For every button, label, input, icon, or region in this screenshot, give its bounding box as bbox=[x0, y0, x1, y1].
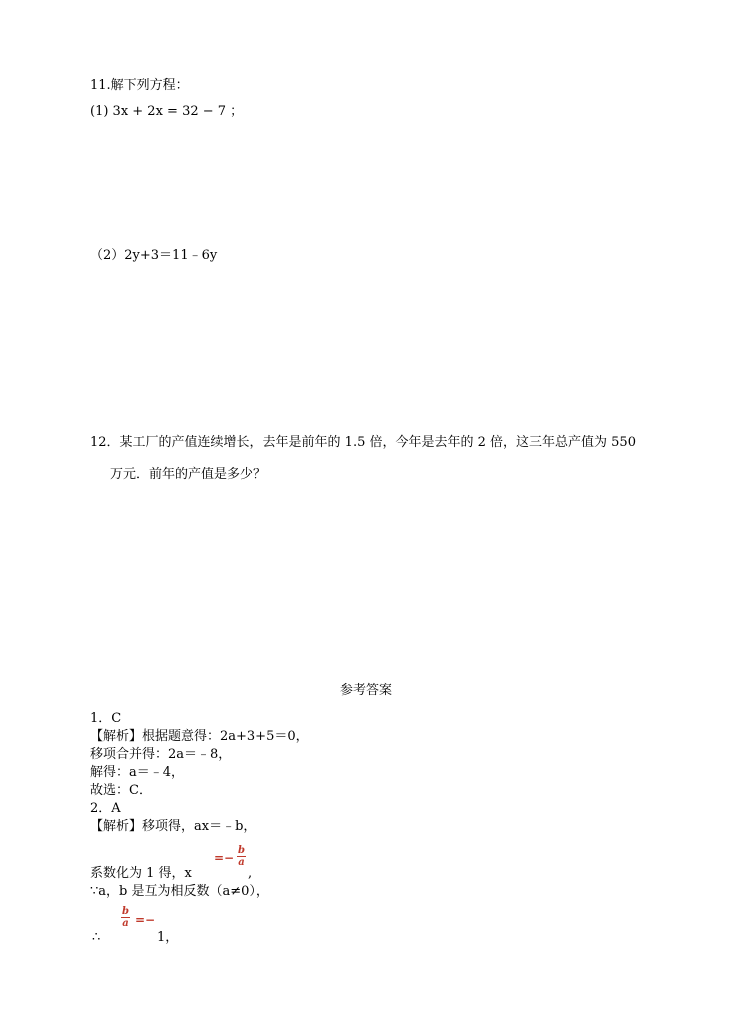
answer-2-step4-equals: =− bbox=[135, 913, 156, 927]
fraction-numerator: b bbox=[238, 845, 245, 856]
answer-2-step4-prefix: ∴ bbox=[92, 930, 101, 945]
fraction-denominator: a bbox=[238, 857, 245, 868]
answer-2-step2-prefix: 系数化为 1 得，x bbox=[90, 866, 192, 881]
fraction-numerator: b bbox=[122, 906, 129, 917]
answer-1-step4: 故选：C． bbox=[90, 783, 152, 798]
answer-2-analysis: 【解析】移项得，ax＝﹣b， bbox=[90, 819, 257, 834]
answers-title: 参考答案 bbox=[340, 683, 393, 698]
answer-1-step3: 解得：a＝﹣4， bbox=[90, 765, 185, 780]
answer-1-step2: 移项合并得：2a＝﹣8， bbox=[90, 747, 232, 762]
answer-2-step4-suffix: 1， bbox=[157, 930, 179, 945]
q11-part1: (1) 3x + 2x = 32 − 7 ； bbox=[90, 104, 244, 119]
answer-2-step2-fraction bbox=[237, 845, 246, 868]
answer-2-step3: ∵a，b 是互为相反数（a≠0）， bbox=[90, 884, 269, 899]
q11-heading: 11.解下列方程： bbox=[90, 78, 189, 93]
q12-line2: 万元．前年的产值是多少？ bbox=[110, 467, 267, 482]
answer-2-step2-suffix: , bbox=[248, 866, 253, 881]
answer-2: 2．A bbox=[90, 801, 121, 816]
answer-1-analysis: 【解析】根据题意得：2a+3+5＝0， bbox=[90, 729, 309, 744]
answer-1: 1．C bbox=[90, 711, 122, 726]
answer-2-step2-equals: =− bbox=[214, 851, 235, 865]
q11-part2: （2）2y+3＝11﹣6y bbox=[90, 248, 218, 263]
answer-2-step4-fraction bbox=[121, 906, 130, 929]
fraction-denominator: a bbox=[122, 918, 129, 929]
q12-line1: 12．某工厂的产值连续增长，去年是前年的 1.5 倍，今年是去年的 2 倍，这三年总产值为 550 bbox=[90, 435, 636, 450]
